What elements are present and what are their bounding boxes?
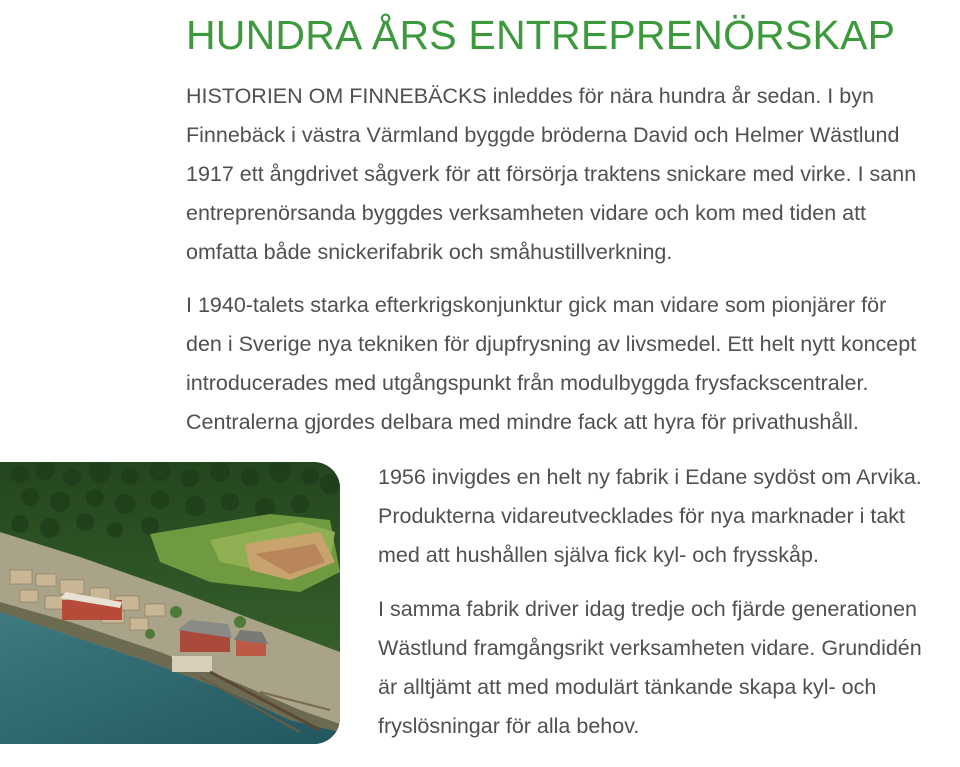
text-line: Produkterna vidareutvecklades för nya marknader i takt	[378, 504, 906, 528]
text-line: den i Sverige nya tekniken för djupfrysning av livsmedel. Ett helt nytt koncept	[186, 332, 917, 356]
text-line: I samma fabrik driver idag tredje och fjärde generationen	[378, 597, 917, 621]
text-line: omfatta både snickerifabrik och småhustillverkning.	[186, 240, 673, 264]
text-line: är alltjämt att med modulärt tänkande skapa kyl- och	[378, 675, 877, 699]
text-line: 1917 ett ångdrivet sågverk för att försörja traktens snickare med virke. I sann	[186, 162, 917, 186]
text-line: Centralerna gjordes delbara med mindre fack att hyra för privathushåll.	[186, 410, 859, 434]
text-line: Wästlund framgångsrikt verksamheten vidare. Grundidén	[378, 636, 922, 660]
text-line: HISTORIEN OM FINNEBÄCKS inleddes för nära hundra år sedan. I byn	[186, 84, 874, 108]
paragraph-1940s	[186, 286, 958, 442]
paragraph-today	[378, 590, 958, 746]
text-line: I 1940-talets starka efterkrigskonjunktur gick man vidare som pionjärer för	[186, 293, 887, 317]
text-line: Finnebäck i västra Värmland byggde bröderna David och Helmer Wästlund	[186, 123, 900, 147]
text-line: med att hushållen själva fick kyl- och frysskåp.	[378, 543, 819, 567]
text-line: fryslösningar för alla behov.	[378, 714, 640, 738]
text-line: 1956 invigdes en helt ny fabrik i Edane sydöst om Arvika.	[378, 465, 922, 489]
paragraph-history	[186, 77, 958, 272]
paragraph-1956	[378, 458, 958, 575]
factory-aerial-photo	[0, 462, 340, 744]
text-line: introducerades med utgångspunkt från modulbyggda frysfackscentraler.	[186, 371, 869, 395]
text-line: entreprenörsanda byggdes verksamheten vidare och kom med tiden att	[186, 201, 867, 225]
page-title: HUNDRA ÅRS ENTREPRENÖRSKAP	[186, 12, 896, 58]
